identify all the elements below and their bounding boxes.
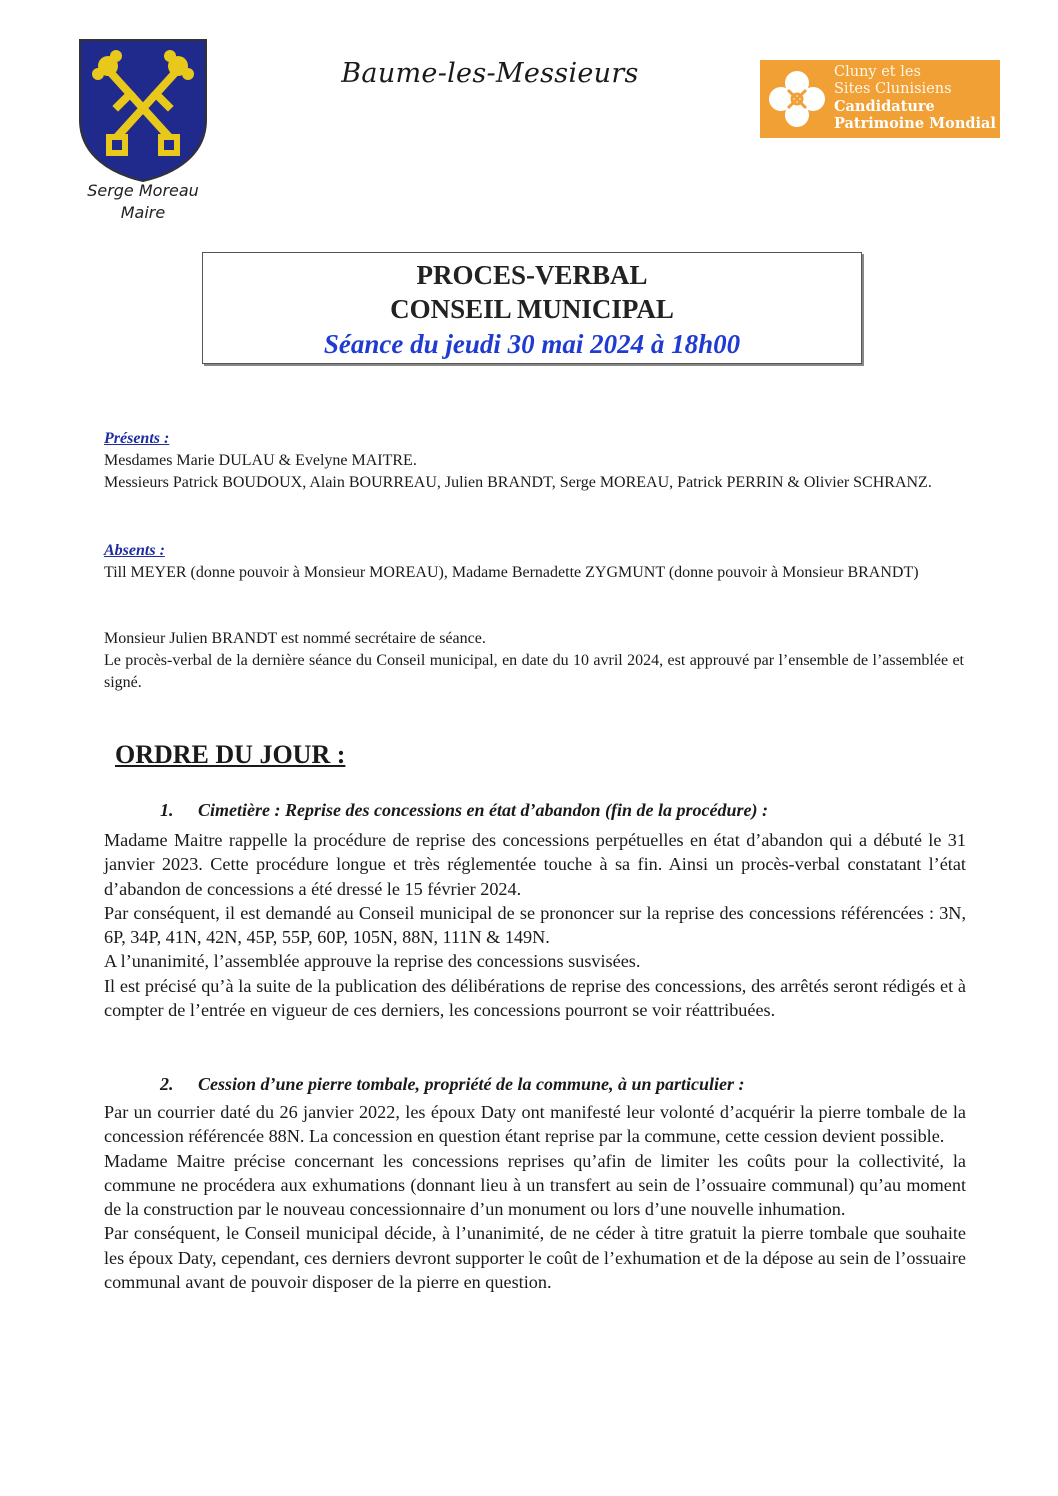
secretary-section <box>104 628 964 694</box>
presents-women: Mesdames Marie DULAU & Evelyne MAITRE. <box>104 452 417 469</box>
absents-heading: Absents : <box>104 542 165 559</box>
unesco-candidature-badge <box>760 60 1000 138</box>
paragraph: Par conséquent, le Conseil municipal décide, à l’unanimité, de ne céder à titre gratuit la pierre tombale que souhaite les époux Daty, cependant, ces derniers devront supporter le coût de l’exhumation et de la dépose au sein de l’ossuaire communal avant de pouvoir disposer de la pierre en question. <box>104 1223 966 1293</box>
badge-line-2: Sites Clunisiens <box>834 81 952 97</box>
agenda-item-1-body <box>104 828 966 1022</box>
paragraph: Par un courrier daté du 26 janvier 2022, les époux Daty ont manifesté leur volonté d’acquérir la pierre tombale de la concession référencée 88N. La concession en question étant reprise par la commune, cette cession devient possible. <box>104 1102 966 1147</box>
mayor-title: Maire <box>120 203 166 222</box>
absents-section <box>104 540 964 584</box>
item-title: Cession d’une pierre tombale, propriété de la commune, à un particulier : <box>198 1074 745 1094</box>
badge-line-4: Patrimoine Mondial <box>834 115 996 132</box>
mayor-signature-block <box>70 180 216 224</box>
presents-men: Messieurs Patrick BOUDOUX, Alain BOURREAU, Julien BRANDT, Serge MOREAU, Patrick PERRIN & Olivier SCHRANZ. <box>104 474 932 491</box>
title-line-2: CONSEIL MUNICIPAL <box>390 294 674 324</box>
title-line-1: PROCES-VERBAL <box>416 260 648 290</box>
mayor-name: Serge Moreau <box>87 181 199 200</box>
badge-line-1: Cluny et les <box>834 64 921 80</box>
paragraph: Par conséquent, il est demandé au Conseil municipal de se prononcer sur la reprise des concessions référencées : 3N, 6P, 34P, 41N, 42N, 45P, 55P, 60P, 105N, 88N, 111N & 149N. <box>104 902 966 948</box>
title-box <box>202 252 862 364</box>
coat-of-arms-logo <box>78 38 208 183</box>
item-title: Cimetière : Reprise des concessions en état d’abandon (fin de la procédure) : <box>198 800 768 820</box>
agenda-item-2-body <box>104 1100 966 1294</box>
agenda-item-2-title <box>160 1074 745 1095</box>
badge-line-3: Candidature <box>834 98 935 115</box>
session-date: Séance du jeudi 30 mai 2024 à 18h00 <box>323 329 741 359</box>
paragraph: A l’unanimité, l’assemblée approuve la reprise des concessions susvisées. <box>104 951 641 972</box>
agenda-heading: ORDRE DU JOUR : <box>115 740 346 769</box>
presents-section <box>104 428 964 494</box>
paragraph: Madame Maitre précise concernant les concessions reprises qu’afin de limiter les coûts pour la collectivité, la commune ne procédera aux exhumations (donnant lieu à un transfert au sein de l’ossuaire communal) qu’au moment de la construction par le nouveau concessionnaire d’un monument ou lors d’une nouvelle inhumation. <box>104 1150 966 1220</box>
secretary-line: Monsieur Julien BRANDT est nommé secrétaire de séance. <box>104 630 486 647</box>
crossed-keys-icon <box>78 38 208 183</box>
agenda-item-1-title <box>160 800 768 821</box>
item-number: 1. <box>160 800 174 820</box>
item-number: 2. <box>160 1074 174 1094</box>
paragraph: Il est précisé qu’à la suite de la publication des délibérations de reprise des concessions, des arrêtés seront rédigés et à compter de l’entrée en vigueur de ces derniers, les concessions pourront se voir réattribuées. <box>104 975 966 1021</box>
paragraph: Madame Maitre rappelle la procédure de reprise des concessions perpétuelles en état d’abandon qui a débuté le 31 janvier 2023. Cette procédure longue et très réglementée touche à sa fin. Ainsi un procès-verbal constatant l’état d’abandon de concessions a été dressé le 15 février 2024. <box>104 830 966 899</box>
flower-emblem-icon <box>768 70 826 128</box>
absents-text: Till MEYER (donne pouvoir à Monsieur MOREAU), Madame Bernadette ZYGMUNT (donne pouvoir à Monsieur BRANDT) <box>104 564 919 581</box>
previous-minutes-line: Le procès-verbal de la dernière séance du Conseil municipal, en date du 10 avril 2024, est approuvé par l’ensemble de l’assemblée et signé. <box>104 652 964 691</box>
commune-name: Baume-les-Messieurs <box>341 58 639 89</box>
presents-heading: Présents : <box>104 430 170 447</box>
